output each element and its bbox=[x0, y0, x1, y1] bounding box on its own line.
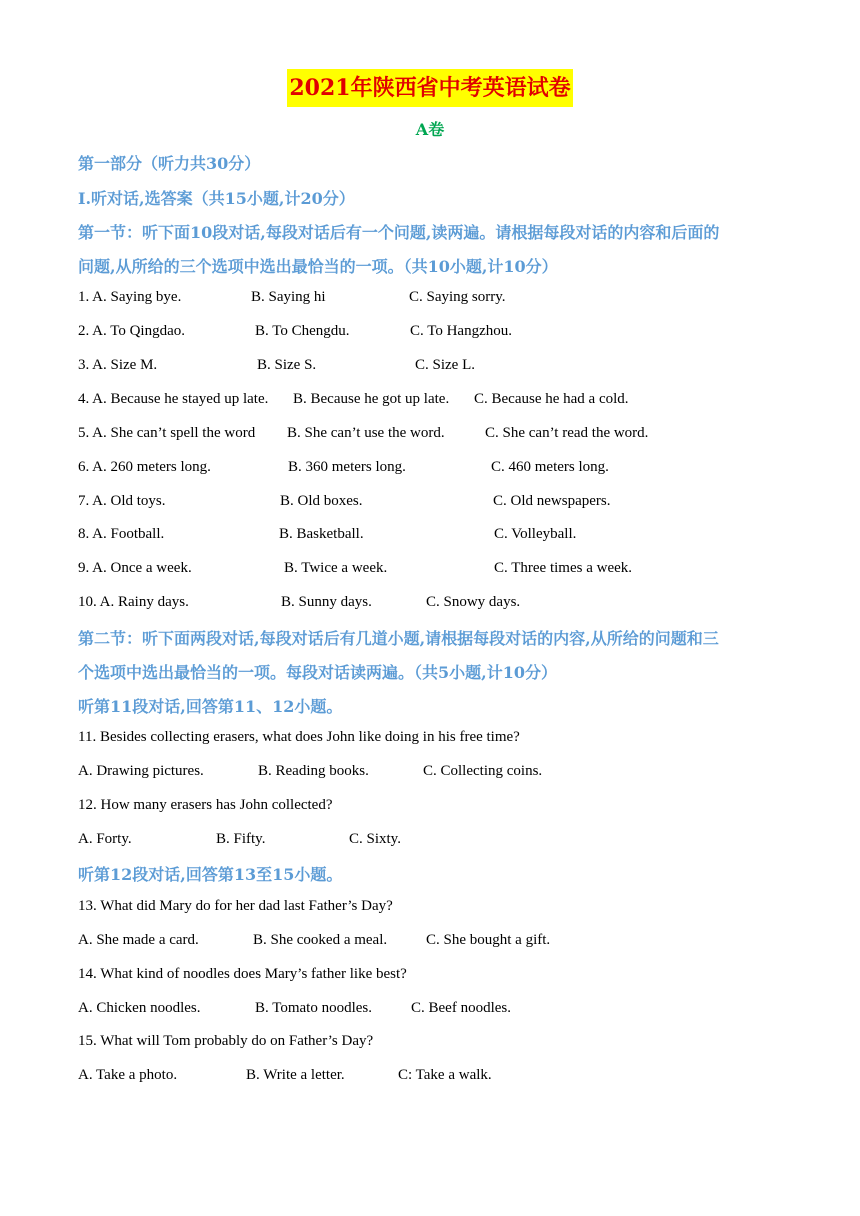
option-b: B. To Chengdu. bbox=[255, 323, 350, 339]
option-a: 4. A. Because he stayed up late. bbox=[78, 391, 269, 407]
option-a: 6. A. 260 meters long. bbox=[78, 459, 211, 475]
section2-instructions-line1: 第二节：听下面两段对话,每段对话后有几道小题,请根据每段对话的内容,从所给的问题和三 bbox=[78, 629, 719, 648]
option-b: B. Old boxes. bbox=[280, 493, 363, 509]
question-13-stem: 13. What did Mary do for her dad last Father’s Day? bbox=[78, 898, 393, 914]
option-c: C. To Hangzhou. bbox=[410, 323, 512, 339]
question-11-stem: 11. Besides collecting erasers, what does John like doing in his free time? bbox=[78, 729, 520, 745]
option-c: C. Beef noodles. bbox=[411, 1000, 511, 1016]
question-12-stem: 12. How many erasers has John collected? bbox=[78, 797, 333, 813]
option-c: C. 460 meters long. bbox=[491, 459, 609, 475]
paper-section-label: A卷 bbox=[415, 120, 445, 139]
option-a: 5. A. She can’t spell the word bbox=[78, 425, 256, 441]
option-c: C. Size L. bbox=[415, 357, 475, 373]
option-b: B. Write a letter. bbox=[246, 1067, 345, 1083]
option-b: B. Sunny days. bbox=[281, 594, 372, 610]
option-a: 1. A. Saying bye. bbox=[78, 289, 182, 305]
option-b: B. Fifty. bbox=[216, 831, 266, 847]
dialog-12-heading: 听第12段对话,回答第13至15小题。 bbox=[78, 865, 343, 884]
option-c: C. Saying sorry. bbox=[409, 289, 506, 305]
question-14-stem: 14. What kind of noodles does Mary’s father like best? bbox=[78, 966, 407, 982]
option-b: B. Size S. bbox=[257, 357, 317, 373]
option-b: B. Saying hi bbox=[251, 289, 326, 305]
option-a: A. She made a card. bbox=[78, 932, 199, 948]
option-b: B. She can’t use the word. bbox=[287, 425, 445, 441]
option-c: C. She can’t read the word. bbox=[485, 425, 649, 441]
option-c: C. Collecting coins. bbox=[423, 763, 543, 779]
option-a: 8. A. Football. bbox=[78, 526, 165, 542]
option-b: B. Tomato noodles. bbox=[255, 1000, 373, 1016]
option-c: C. Volleyball. bbox=[494, 526, 577, 542]
option-a: 9. A. Once a week. bbox=[78, 560, 192, 576]
option-a: A. Chicken noodles. bbox=[78, 1000, 201, 1016]
section1-instructions-line2: 问题,从所给的三个选项中选出最恰当的一项。（共10小题,计10分） bbox=[78, 257, 558, 276]
option-b: B. Twice a week. bbox=[284, 560, 388, 576]
option-b: B. Because he got up late. bbox=[293, 391, 450, 407]
option-a: A. Drawing pictures. bbox=[78, 763, 204, 779]
option-a: A. Forty. bbox=[78, 831, 132, 847]
option-c: C. Because he had a cold. bbox=[474, 391, 629, 407]
page-title: 2021年陕西省中考英语试卷 bbox=[287, 69, 572, 107]
section1-instructions-line1: 第一节：听下面10段对话,每段对话后有一个问题,读两遍。请根据每段对话的内容和后面的 bbox=[78, 223, 720, 242]
option-a: 3. A. Size M. bbox=[78, 357, 158, 373]
section2-instructions-line2: 个选项中选出最恰当的一项。每段对话读两遍。（共5小题,计10分） bbox=[78, 663, 557, 682]
option-a: A. Take a photo. bbox=[78, 1067, 178, 1083]
option-c: C. Sixty. bbox=[349, 831, 401, 847]
question-15-stem: 15. What will Tom probably do on Father’s Day? bbox=[78, 1033, 374, 1049]
option-c: C. Snowy days. bbox=[426, 594, 521, 610]
option-c: C: Take a walk. bbox=[398, 1067, 492, 1083]
dialog-11-heading: 听第11段对话,回答第11、12小题。 bbox=[78, 697, 343, 716]
part-heading: 第一部分（听力共30分） bbox=[78, 154, 261, 173]
option-b: B. She cooked a meal. bbox=[253, 932, 388, 948]
option-b: B. Reading books. bbox=[258, 763, 369, 779]
option-b: B. 360 meters long. bbox=[288, 459, 406, 475]
option-a: 7. A. Old toys. bbox=[78, 493, 166, 509]
option-a: 2. A. To Qingdao. bbox=[78, 323, 186, 339]
option-c: C. Old newspapers. bbox=[493, 493, 611, 509]
option-c: C. She bought a gift. bbox=[426, 932, 551, 948]
section-heading: Ⅰ.听对话,选答案（共15小题,计20分） bbox=[78, 189, 355, 208]
option-c: C. Three times a week. bbox=[494, 560, 633, 576]
option-b: B. Basketball. bbox=[279, 526, 364, 542]
option-a: 10. A. Rainy days. bbox=[78, 594, 189, 610]
